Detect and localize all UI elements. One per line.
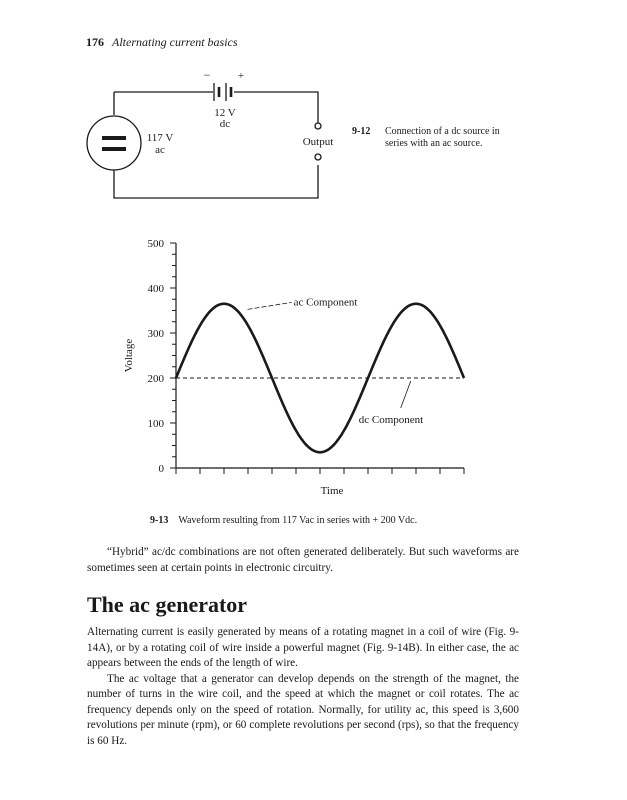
output-terminal-top	[315, 123, 321, 129]
y-tick-label: 300	[147, 328, 164, 340]
output-terminal-bottom	[315, 154, 321, 160]
battery-voltage-label: 12 V	[214, 107, 236, 119]
output-label: Output	[302, 136, 334, 148]
waveform-chart	[110, 233, 490, 505]
paragraph-2-text: Alternating current is easily generated by means of a rotating magnet in a coil of wire (Fig. 9-14A), or by a rotating coil of wire inside a powerful magnet (Fig. 9-14B). In either case, the ac appears between the ends of the length of wire.	[87, 626, 519, 669]
figure-9-13-text: Waveform resulting from 117 Vac in series with + 200 Vdc.	[178, 515, 418, 526]
page-number: 176	[86, 35, 104, 49]
paragraph-3-text: The ac voltage that a generator can develop depends on the strength of the magnet, the number of turns in the wire coil, and the speed at which the magnet or coil rotates. The ac frequency depends only on the speed of rotation. Normally, for utility ac, this speed is 3,600 revolutions per minute (rpm), or 60 complete revolutions per second (rps), so that the frequency is 60 Hz.	[87, 672, 519, 747]
battery-minus-label: −	[203, 68, 211, 82]
ac-source-circle	[87, 116, 141, 170]
wire-top-right	[234, 92, 318, 123]
battery-type-label: dc	[219, 118, 231, 130]
figure-9-13-caption	[150, 510, 417, 528]
figure-9-12-number: 9-12	[352, 126, 371, 137]
y-tick-label: 200	[147, 373, 164, 385]
running-title: Alternating current basics	[112, 35, 238, 49]
y-tick-label: 400	[147, 283, 164, 295]
source-type-label: ac	[155, 144, 165, 156]
section-heading: The ac generator	[87, 592, 248, 617]
circuit-diagram	[80, 65, 350, 210]
paragraph-1: “Hybrid” ac/dc combinations are not often generated deliberately. But such waveforms are sometimes seen at certain points in electronic circuitry.	[87, 546, 519, 574]
battery-symbol	[214, 83, 231, 101]
y-tick-label: 100	[147, 418, 164, 430]
ac-component-label: ac Component	[293, 296, 358, 309]
y-tick-label: 0	[158, 463, 164, 475]
ac-component-leader	[248, 302, 292, 309]
y-tick-label: 500	[147, 238, 164, 250]
dc-component-label: dc Component	[358, 414, 424, 426]
figure-9-12-text: Connection of a dc source in series with an ac source.	[385, 126, 500, 149]
running-header	[86, 35, 238, 50]
wire-bottom	[114, 165, 318, 198]
paragraph-2	[87, 625, 519, 749]
ac-source-plate-bottom	[102, 147, 126, 151]
y-axis-label: Voltage	[123, 338, 135, 373]
x-axis-label: Time	[320, 485, 344, 497]
source-voltage-label: 117 V	[146, 132, 174, 144]
ac-source-plate-top	[102, 136, 126, 140]
figure-9-13-number: 9-13	[150, 515, 169, 526]
battery-plus-label: +	[237, 70, 245, 82]
dc-component-leader	[401, 381, 411, 408]
